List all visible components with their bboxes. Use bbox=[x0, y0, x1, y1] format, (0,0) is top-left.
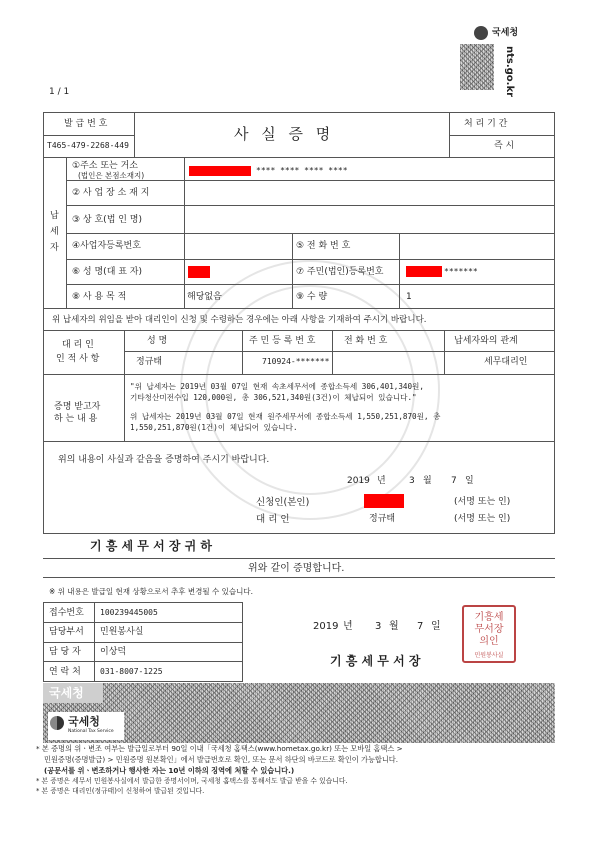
report-table bbox=[43, 375, 555, 442]
qr-code-icon bbox=[460, 44, 494, 90]
agency-label: 국세청 bbox=[492, 28, 519, 38]
business-addr-label: ② 사 업 장 소 재 지 bbox=[72, 188, 150, 198]
agent-section-label-2: 인 적 사 항 bbox=[56, 354, 100, 364]
resident-value: ******* bbox=[444, 267, 478, 276]
issue-date: 2019 년 3 월 7 일 bbox=[313, 621, 441, 632]
quantity-value: 1 bbox=[406, 292, 412, 302]
name-label: ⑥ 성 명(대 표 자) bbox=[72, 267, 143, 277]
phone-label: ⑤ 전 화 번 호 bbox=[296, 241, 351, 251]
staff-value: 이상덕 bbox=[100, 647, 127, 657]
dept-label: 담당부서 bbox=[49, 627, 84, 637]
footnote-3: (공문서를 위ㆍ변조하거나 행사한 자는 10년 이하의 징역에 처할 수 있습니다.) bbox=[44, 766, 295, 775]
top-table bbox=[43, 112, 555, 158]
applicant-redaction bbox=[364, 494, 404, 508]
name-redaction bbox=[188, 266, 210, 278]
footnote-5: * 본 증명은 대리인(정규태)이 신청하여 발급된 것입니다. bbox=[36, 787, 205, 795]
site-url: nts.go.kr bbox=[504, 46, 515, 98]
footnote-2: 민원증명(증명발급) > 민원증명 원본확인」에서 발급번호로 확인, 또는 문서 하단의 바코드로 확인이 가능합니다. bbox=[44, 755, 399, 764]
proxy-name: 정규태 bbox=[369, 514, 396, 524]
application-date: 2019 년 3 월 7 일 bbox=[347, 476, 474, 486]
applicant-sign: (서명 또는 인) bbox=[454, 497, 511, 507]
report-line-2: 기타청산미전수입 120,000원, 총 306,521,340원(3건)이 체납되어 있습니다." bbox=[130, 393, 417, 402]
report-line-4: 1,550,251,870원(1건)이 체납되어 있습니다. bbox=[130, 423, 298, 432]
page-number: 1 / 1 bbox=[49, 87, 70, 97]
contact-label: 연 락 처 bbox=[49, 667, 81, 677]
staff-label: 담 당 자 bbox=[49, 647, 81, 657]
processing-value: 즉 시 bbox=[494, 141, 515, 151]
footer-logo-text: 국세청 bbox=[68, 715, 100, 728]
issuer: 기 흥 세 무 서 장 bbox=[330, 654, 421, 668]
agent-notice-row bbox=[43, 309, 555, 331]
certify-text: 위와 같이 증명합니다. bbox=[248, 563, 345, 574]
footnote-1: * 본 증명의 위ㆍ변조 여부는 발급일로부터 90일 이내「국세청 홈택스(www.hometax.go.kr) 또는 모바일 홈택스 > bbox=[36, 744, 403, 753]
agent-notice: 위 납세자의 위임을 받아 대리인이 신청 및 수령하는 경우에는 아래 사항을 기재하여 주시기 바랍니다. bbox=[52, 315, 427, 325]
trade-name-label: ③ 상 호(법 인 명) bbox=[72, 215, 143, 225]
receipt-value: 100239445005 bbox=[100, 608, 158, 617]
quantity-label: ⑨ 수 량 bbox=[296, 292, 328, 302]
agent-col-phone: 전 화 번 호 bbox=[344, 336, 388, 346]
issue-no: T465-479-2268-449 bbox=[47, 141, 129, 150]
nts-logo-icon bbox=[50, 716, 64, 730]
report-line-3: 위 납세자는 2019년 03월 07일 현재 원주세무서에 종합소득세 1,550,251,870원, 총 bbox=[130, 412, 441, 421]
contact-value: 031-8007-1225 bbox=[100, 667, 163, 676]
resident-label: ⑦ 주민(법인)등록번호 bbox=[296, 267, 384, 277]
confirm-request: 위의 내용이 사실과 같음을 증명하여 주시기 바랍니다. bbox=[58, 455, 270, 465]
purpose-label: ⑧ 사 용 목 적 bbox=[72, 292, 127, 302]
agent-col-name: 성 명 bbox=[147, 336, 168, 346]
applicant-label: 신청인(본인) bbox=[256, 497, 310, 508]
receipt-label: 접수번호 bbox=[49, 608, 84, 618]
footnote-4: * 본 증명은 세무서 민원봉사실에서 발급한 증명서이며, 국세청 홈택스를 통해서도 발급 받을 수 있습니다. bbox=[36, 777, 348, 785]
nts-emblem-icon bbox=[474, 26, 488, 40]
report-label-2: 하 는 내 용 bbox=[54, 414, 98, 424]
certify-banner bbox=[43, 558, 555, 578]
taxpayer-side-label: 납세자 bbox=[50, 211, 59, 253]
agent-table bbox=[43, 331, 555, 375]
document-title: 사 실 증 명 bbox=[234, 125, 335, 143]
purpose-value: 해당없음 bbox=[187, 292, 222, 302]
address-label: ①주소 또는 거소 bbox=[72, 161, 138, 171]
proxy-label: 대 리 인 bbox=[256, 514, 290, 525]
taxpayer-table bbox=[43, 158, 555, 309]
address-value: **** **** **** **** bbox=[256, 166, 348, 175]
footer-logo-sub: National Tax Service bbox=[68, 729, 114, 734]
office-table bbox=[43, 602, 243, 682]
agent-relation: 세무대리인 bbox=[484, 357, 528, 367]
processing-label: 처 리 기 간 bbox=[464, 119, 508, 129]
footer-logo bbox=[48, 712, 124, 740]
official-seal: 기흥세무서장의인 민원봉사실 bbox=[462, 605, 516, 663]
address-redaction bbox=[189, 166, 251, 176]
agent-col-resident: 주 민 등 록 번 호 bbox=[249, 336, 316, 346]
disclaimer: ※ 위 내용은 발급일 현재 상황으로서 추후 변경될 수 있습니다. bbox=[49, 587, 254, 596]
dept-value: 민원봉사실 bbox=[100, 627, 144, 637]
agent-name: 정규태 bbox=[136, 357, 163, 367]
report-label-1: 증명 받고자 bbox=[54, 402, 101, 412]
footer-watermark-box bbox=[43, 683, 103, 703]
agent-resident: 710924-******* bbox=[262, 357, 330, 366]
nts-logo-block bbox=[452, 22, 542, 102]
resident-redaction bbox=[406, 266, 442, 277]
addressee: 기 흥 세 무 서 장 귀 하 bbox=[90, 539, 212, 553]
biz-reg-label: ④사업자등록번호 bbox=[72, 241, 141, 251]
issue-no-label: 발 급 번 호 bbox=[64, 119, 108, 129]
report-line-1: "위 납세자는 2019년 03월 07일 현재 속초세무서에 종합소득세 306,401,340원, bbox=[130, 382, 424, 391]
request-area bbox=[43, 442, 555, 534]
address-sub: (법인은 본점소재지) bbox=[78, 171, 145, 180]
proxy-sign: (서명 또는 인) bbox=[454, 514, 511, 524]
agent-col-relation: 납세자와의 관계 bbox=[454, 336, 518, 346]
footer-watermark: 국세청 bbox=[49, 686, 84, 700]
agent-section-label-1: 대 리 인 bbox=[62, 340, 94, 350]
